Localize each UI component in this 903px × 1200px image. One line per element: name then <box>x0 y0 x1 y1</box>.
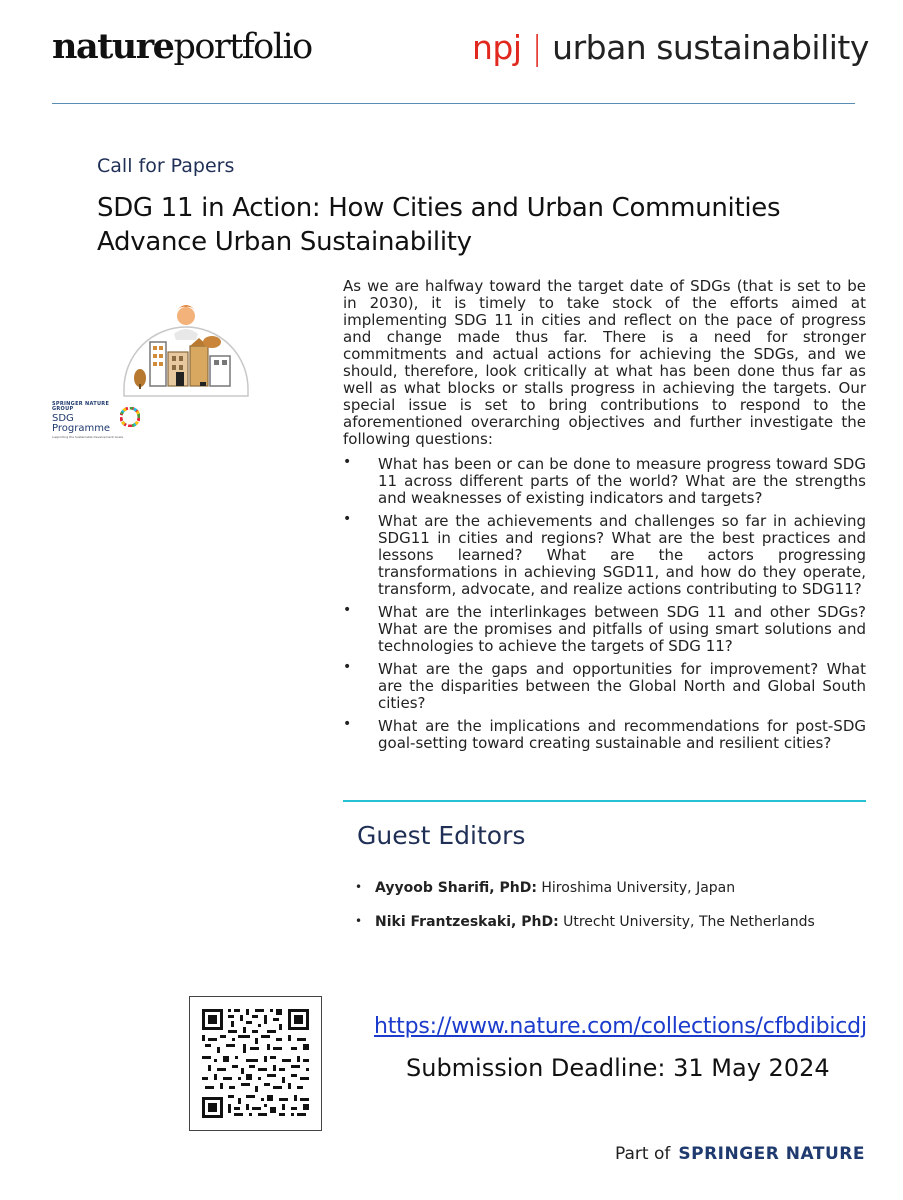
list-item: • What are the gaps and opportunities for improvement? What are the disparities between the Global North and Global South cities? <box>343 661 866 712</box>
editor-name: Niki Frantzeskaki, PhD: <box>375 914 559 930</box>
guest-editors-list <box>355 880 815 948</box>
sdg-programme-label: SDG Programme <box>52 413 111 434</box>
journal-name: urban sustainability <box>552 28 869 67</box>
qr-code-pattern <box>190 997 321 1130</box>
brand-regular: portfolio <box>173 27 312 67</box>
qr-code[interactable] <box>189 996 322 1131</box>
list-item: • What has been or can be done to measure progress toward SDG 11 across different parts of the world? What are the strengths and weaknesses of existing indicators and targets? <box>343 456 866 507</box>
journal-separator: | <box>531 28 543 67</box>
brand-bold: nature <box>52 26 174 67</box>
collection-link[interactable]: https://www.nature.com/collections/cfbdibicdj <box>374 1014 867 1039</box>
guest-editors-heading: Guest Editors <box>357 821 526 850</box>
call-for-papers-label: Call for Papers <box>97 155 235 177</box>
list-item: • What are the interlinkages between SDG 11 and other SDGs? What are the promises and pitfalls of using smart solutions and technologies to achieve the targets of SDG 11? <box>343 604 866 655</box>
header-divider <box>52 103 855 104</box>
sdg-tagline: supporting the Sustainable Development Goals <box>52 435 124 439</box>
list-item: • What are the achievements and challenges so far in achieving SDG11 in cities and regions? What are the best practices and lessons learned? What are the actors progressing transformations in achieving SGD11, and how do they operate, transform, advocate, and realize actions contributing to SDG11? <box>343 513 866 598</box>
page-title: SDG 11 in Action: How Cities and Urban Communities Advance Urban Sustainability <box>97 193 781 257</box>
springer-nature-footer <box>615 1144 865 1164</box>
editor-affiliation: Utrecht University, The Netherlands <box>563 914 815 930</box>
list-item: • What are the implications and recommendations for post-SDG goal-setting toward creating sustainable and resilient cities? <box>343 718 866 752</box>
submission-deadline: Submission Deadline: 31 May 2024 <box>406 1054 830 1082</box>
sdg-group-label: SPRINGER NATURE GROUP <box>52 401 110 412</box>
sdg-wheel-icon <box>120 407 140 427</box>
sdg-programme-logo <box>52 294 256 444</box>
part-of-label: Part of <box>615 1144 671 1164</box>
springer-nature-logo: SPRINGER NATURE <box>678 1144 865 1164</box>
editor-item <box>355 880 815 914</box>
journal-prefix: npj <box>472 28 522 67</box>
questions-list <box>343 456 866 752</box>
editors-divider <box>343 800 866 802</box>
editor-item <box>355 914 815 948</box>
editor-affiliation: Hiroshima University, Japan <box>541 880 736 896</box>
intro-paragraph: As we are halfway toward the target date of SDGs (that is set to be in 2030), it is timely to take stock of the efforts aimed at implementing SDG 11 in cities and reflect on the pace of progress and change made thus far. There is a need for stronger commitments and actual actions for achieving the SDGs, and we should, therefore, look critically at what has been done thus far as well as what blocks or stalls progress in achieving the targets. Our special issue is set to bring contributions to respond to the aforementioned overarching objectives and further investigate the following questions: <box>343 277 866 448</box>
call-description <box>343 278 866 758</box>
journal-logo <box>472 28 869 67</box>
editor-name: Ayyoob Sharifi, PhD: <box>375 880 537 896</box>
nature-portfolio-logo <box>52 26 312 67</box>
